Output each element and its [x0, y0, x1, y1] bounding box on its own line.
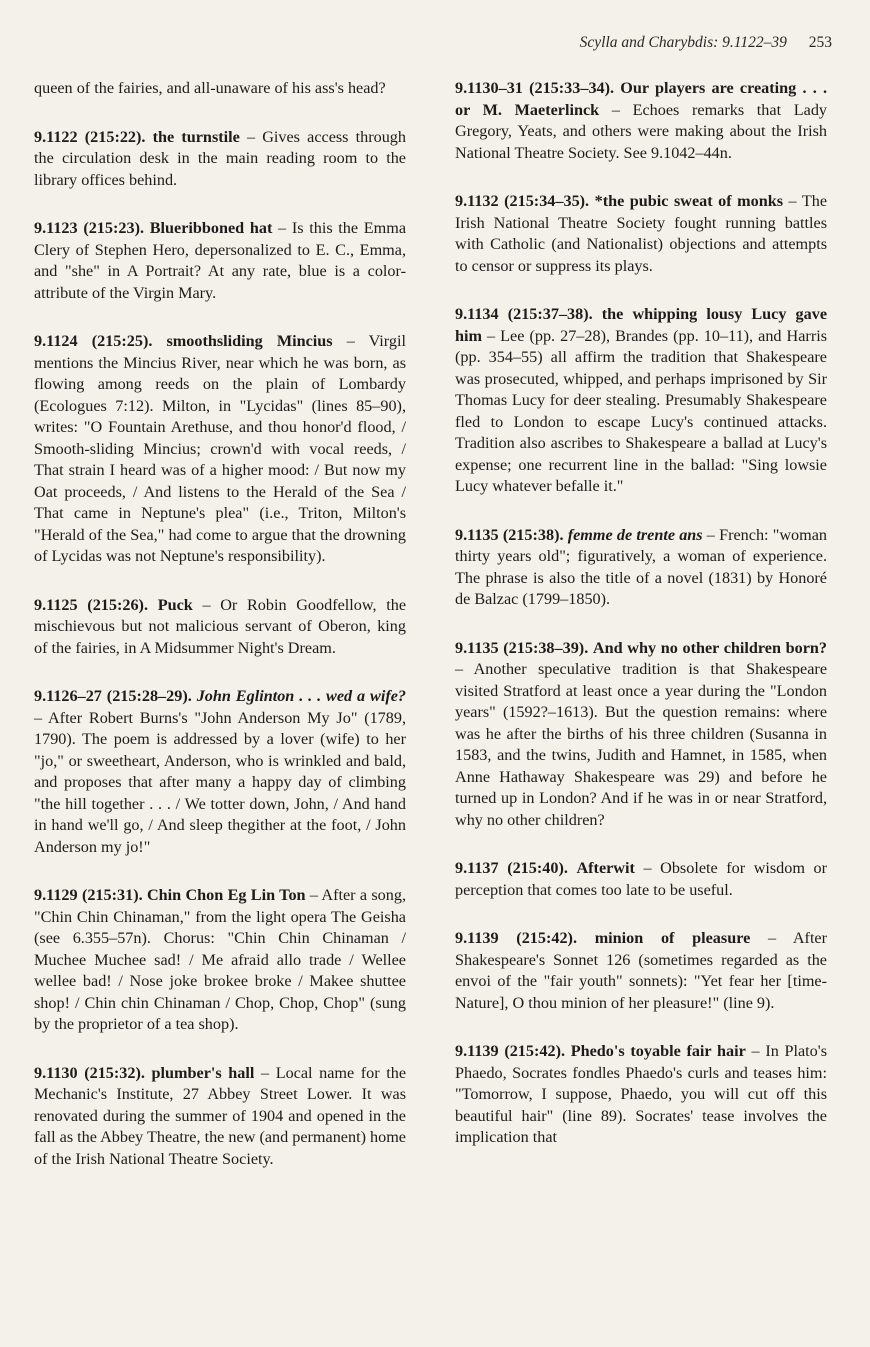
note-entry: 9.1139 (215:42). minion of pleasure – After Shakespeare's Sonnet 126 (sometimes regarded as the envoi of the "fair youth" sonnets): "Yet fear her [time-Nature], O thou minion of her pleasure!" (line 9).	[455, 929, 828, 1012]
right-column	[455, 78, 827, 1176]
note-text: French: "woman thirty years old"; figuratively, a woman of experience. The phrase is also the title of a novel (1831) by Honoré de Balzac (1799–1850).	[455, 525, 828, 608]
note-ref: 9.1123 (215:23).	[34, 219, 145, 237]
running-title: Scylla and Charybdis: 9.1122–39	[579, 34, 787, 51]
note-text: Another speculative tradition is that Shakespeare visited Stratford at least once a year during the "London years" (1592?–1613). But the question remains: where was he after the births of his three children (Susanna in 1583, and the twins, Judith and Hamnet, in 1585, when Anne Hathaway Shakespeare was 29) and before he turned up in London? And if he was in or near Stratford, why no other children?	[455, 660, 828, 829]
note-text: Or Robin Goodfellow, the mischievous but not malicious servant of Oberon, king of the fairies, in A Midsummer Night's Dream.	[34, 595, 407, 657]
running-head	[580, 34, 832, 52]
note-ref: 9.1124 (215:25).	[34, 332, 153, 350]
note-lemma: Puck	[157, 595, 193, 614]
note-entry: 9.1129 (215:31). Chin Chon Eg Lin Ton – After a song, "Chin Chin Chinaman," from the light opera The Geisha (see 6.355–57n). Chorus: "Chin Chin Chinaman / Muchee Muchee sad! / Me afraid allo trade / Wellee wellee bad! / Nose joke brokee broke / Makee shuttee shop! / Chin chin Chinaman / Chop, Chop, Chop" (sung by the proprietor of a tea shop).	[34, 886, 407, 1033]
note-lemma: John Eglinton . . . wed a wife?	[196, 687, 407, 705]
note-lemma: plumber's hall	[151, 1063, 255, 1082]
note-ref: 9.1126–27 (215:28–29).	[34, 687, 192, 705]
note-text: The Irish National Theatre Society fought running battles with Catholic (and Nationalist) objections and attempts to censor or suppress its plays.	[455, 192, 828, 275]
note-lemma: Our players are creating . . . or M. Maeterlinck	[455, 79, 827, 119]
note-lemma: the turnstile	[152, 127, 240, 146]
note-ref: 9.1135 (215:38).	[455, 525, 564, 544]
note-text: Local name for the Mechanic's Institute, 27 Abbey Street Lower. It was renovated during the summer of 1904 and opened in the fall as the Abbey Theatre, the new (and permanent) home of the Irish National Theatre Society.	[34, 1063, 407, 1168]
left-column	[34, 78, 406, 1197]
note-lemma: Chin Chon Eg Lin Ton	[146, 886, 306, 904]
note-entry: 9.1132 (215:34–35). *the pubic sweat of monks – The Irish National Theatre Society fought running battles with Catholic (and Nationalist) objections and attempts to censor or suppress its plays.	[455, 192, 828, 275]
note-entry: 9.1130–31 (215:33–34). Our players are creating . . . or M. Maeterlinck – Echoes remarks that Lady Gregory, Yeats, and others were making about the Irish National Theatre Society. See 9.1042–44n.	[455, 79, 828, 162]
note-ref: 9.1132 (215:34–35).	[455, 192, 590, 210]
note-text: After a song, "Chin Chin Chinaman," from the light opera The Geisha (see 6.355–57n). Chorus: "Chin Chin Chinaman / Muchee Muchee sad! / Me afraid allo trade / Wellee wellee bad! / Nose joke brokee broke / Makee shuttee shop! / Chin chin Chinaman / Chop, Chop, Chop" (sung by the proprietor of a tea shop).	[34, 886, 407, 1033]
note-entry: 9.1125 (215:26). Puck – Or Robin Goodfellow, the mischievous but not malicious servant of Oberon, king of the fairies, in A Midsummer Night's Dream.	[34, 595, 407, 657]
note-lemma: minion of pleasure	[594, 929, 751, 947]
note-entry: 9.1124 (215:25). smoothsliding Mincius – Virgil mentions the Mincius River, near which he was born, as flowing among reeds on the plain of Lombardy (Ecologues 7:12). Milton, in "Lycidas" (lines 85–90), writes: "O Fountain Arethuse, and thou honor'd flood, / Smooth-sliding Mincius; crown'd with vocal reeds, / That strain I heard was of a higher mood: / But now my Oat proceeds, / And listens to the Herald of the Sea / That came in Neptune's plea" (i.e., Triton, Milton's "Herald of the Sea," had come to argue that the drowning of Lycidas was not Neptune's responsibility).	[34, 332, 406, 565]
note-ref: 9.1139 (215:42).	[455, 929, 577, 947]
note-entry: 9.1137 (215:40). Afterwit – Obsolete for wisdom or perception that comes too late to be useful.	[455, 859, 828, 899]
note-text: After Robert Burns's "John Anderson My Jo" (1789, 1790). The poem is addressed by a lover (wife) to her "jo," or sweetheart, Anderson, who is wrinkled and bald, and proposes that after many a happy day of climbing "the hill together . . . / We totter down, John, / And hand in hand we'll go, / And sleep thegither at the foot, / John Anderson my jo!"	[34, 708, 407, 856]
note-text: Echoes remarks that Lady Gregory, Yeats, and others were making about the Irish National Theatre Society. See 9.1042–44n.	[455, 100, 828, 162]
note-ref: 9.1129 (215:31).	[34, 886, 143, 904]
note-lemma: *the pubic sweat of monks	[594, 192, 784, 210]
note-ref: 9.1137 (215:40).	[455, 859, 568, 877]
note-text: Lee (pp. 27–28), Brandes (pp. 10–11), and Harris (pp. 354–55) all affirm the tradition that Shakespeare was prosecuted, whipped, and perhaps imprisoned by Sir Thomas Lucy for deer stealing. Presumably Shakespeare fled to London to escape Lucy's continued attacks. Tradition also ascribes to Shakespeare a ballad at Lucy's expense; one recurrent line in the ballad: "Sing lowsie Lucy whatever befalle it."	[455, 326, 828, 495]
note-ref: 9.1139 (215:42).	[455, 1042, 566, 1060]
note-text: After Shakespeare's Sonnet 126 (sometimes regarded as the envoi of the "fair youth" sonnets): "Yet fear her [time-Nature], O thou minion of her pleasure!" (line 9).	[455, 929, 828, 1012]
note-entry: 9.1123 (215:23). Blueribboned hat – Is this the Emma Clery of Stephen Hero, depersonalized to E. C., Emma, and "she" in A Portrait? At any rate, blue is a color-attribute of the Virgin Mary.	[34, 219, 407, 302]
note-lemma: the whipping lousy Lucy gave him	[455, 305, 828, 345]
note-ref: 9.1135 (215:38–39).	[455, 638, 589, 657]
note-lemma: femme de trente ans	[567, 525, 703, 544]
note-entry: 9.1134 (215:37–38). the whipping lousy Lucy gave him – Lee (pp. 27–28), Brandes (pp. 10–11), and Harris (pp. 354–55) all affirm the tradition that Shakespeare was prosecuted, whipped, and perhaps imprisoned by Sir Thomas Lucy for deer stealing. Presumably Shakespeare fled to London to escape Lucy's continued attacks. Tradition also ascribes to Shakespeare a ballad at Lucy's expense; one recurrent line in the ballad: "Sing lowsie Lucy whatever befalle it."	[455, 305, 828, 495]
note-text: Is this the Emma Clery of Stephen Hero, depersonalized to E. C., Emma, and "she" in A Portrait? At any rate, blue is a color-attribute of the Virgin Mary.	[34, 219, 407, 302]
note-entry: 9.1135 (215:38–39). And why no other children born? – Another speculative tradition is that Shakespeare visited Stratford at least once a year during the "London years" (1592?–1613). But the question remains: where was he after the births of his three children (Susanna in 1583, and the twins, Judith and Hamnet, in 1585, when Anne Hathaway Shakespeare was 29) and before he turned up in London? And if he was in or near Stratford, why no other children?	[455, 638, 828, 829]
note-ref: 9.1122 (215:22).	[34, 127, 146, 146]
note-entry: 9.1126–27 (215:28–29). John Eglinton . . . wed a wife? – After Robert Burns's "John Anderson My Jo" (1789, 1790). The poem is addressed by a lover (wife) to her "jo," or sweetheart, Anderson, who is wrinkled and bald, and proposes that after many a happy day of climbing "the hill together . . . / We totter down, John, / And hand in hand we'll go, / And sleep thegither at the foot, / John Anderson my jo!"	[34, 687, 407, 856]
note-ref: 9.1134 (215:37–38).	[455, 305, 593, 323]
note-text: queen of the fairies, and all-unaware of his ass's head?	[34, 79, 386, 97]
note-lemma: Phedo's toyable fair hair	[570, 1042, 746, 1060]
note-entry: 9.1135 (215:38). femme de trente ans – French: "woman thirty years old"; figuratively, a woman of experience. The phrase is also the title of a novel (1831) by Honoré de Balzac (1799–1850).	[455, 525, 828, 608]
note-lemma: And why no other children born?	[592, 638, 827, 657]
note-lemma: smoothsliding Mincius	[166, 332, 333, 350]
note-ref: 9.1130–31 (215:33–34).	[455, 79, 615, 97]
note-lemma: Blueribboned hat	[149, 219, 273, 237]
note-text: In Plato's Phaedo, Socrates fondles Phaedo's curls and teases him: "Tomorrow, I suppose, Phaedo, you will cut off this beautiful hair" (line 89). Socrates' tease involves the implication that	[455, 1042, 827, 1146]
note-entry: 9.1139 (215:42). Phedo's toyable fair hair – In Plato's Phaedo, Socrates fondles Phaedo's curls and teases him: "Tomorrow, I suppose, Phaedo, you will cut off this beautiful hair" (line 89). Socrates' tease involves the implication that	[455, 1042, 827, 1146]
page-number: 253	[808, 34, 832, 51]
note-ref: 9.1130 (215:32).	[34, 1063, 145, 1082]
note-text: Gives access through the circulation desk in the main reading room to the library offices behind.	[34, 127, 406, 189]
note-text: Obsolete for wisdom or perception that comes too late to be useful.	[455, 859, 828, 899]
note-ref: 9.1125 (215:26).	[34, 595, 148, 614]
note-lemma: Afterwit	[576, 859, 635, 877]
note-entry: 9.1122 (215:22). the turnstile – Gives access through the circulation desk in the main reading room to the library offices behind.	[34, 127, 406, 189]
note-text: Virgil mentions the Mincius River, near which he was born, as flowing among reeds on the plain of Lombardy (Ecologues 7:12). Milton, in "Lycidas" (lines 85–90), writes: "O Fountain Arethuse, and thou honor'd flood, / Smooth-sliding Mincius; crown'd with vocal reeds, / That strain I heard was of a higher mood: / But now my Oat proceeds, / And listens to the Herald of the Sea / That came in Neptune's plea" (i.e., Triton, Milton's "Herald of the Sea," had come to argue that the drowning of Lycidas was not Neptune's responsibility).	[34, 332, 406, 565]
note-entry	[34, 78, 406, 100]
note-entry: 9.1130 (215:32). plumber's hall – Local name for the Mechanic's Institute, 27 Abbey Street Lower. It was renovated during the summer of 1904 and opened in the fall as the Abbey Theatre, the new (and permanent) home of the Irish National Theatre Society.	[34, 1063, 407, 1168]
